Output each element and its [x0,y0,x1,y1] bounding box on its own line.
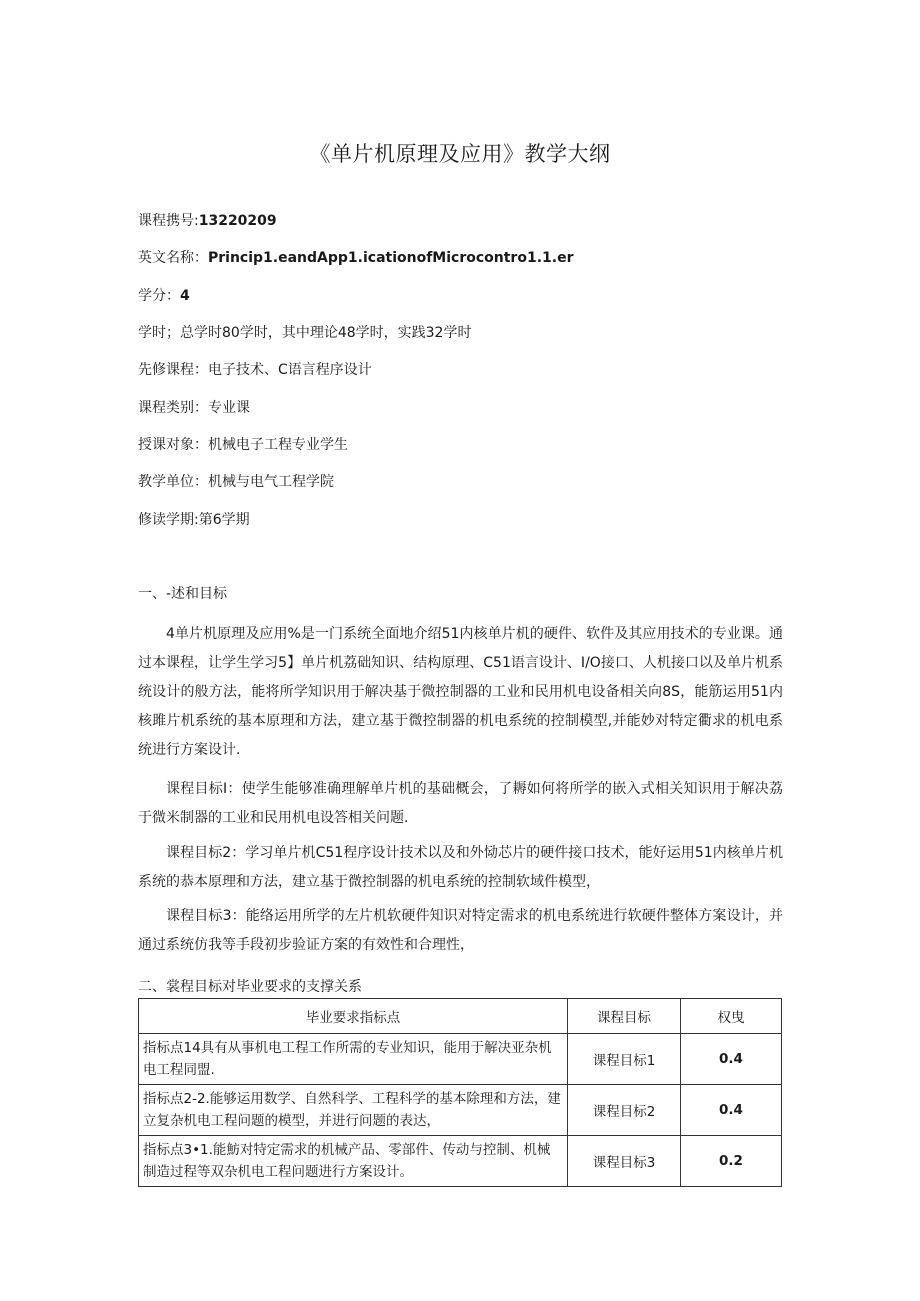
meta-value: 机械电子工程专业学生 [208,437,348,453]
english-name [138,247,573,267]
table-row [139,1034,782,1085]
section-heading: 二、裳程目标对毕业要求的支撑关系 [138,979,362,995]
meta-value: 学时；总学时80学时，其中理论48学时，实践32学时 [138,325,472,341]
semester [138,509,250,529]
meta-label: 学分： [138,288,180,304]
requirements-table [138,998,782,1187]
weight-cell: 0.2 [681,1136,782,1187]
column-header: 毕业要求指标点 [139,999,568,1034]
meta-label: 课程类别： [138,400,208,416]
meta-label: 教学单位： [138,474,208,490]
meta-value: 电子技术、C语言程序设计 [208,362,372,378]
indicator-cell: 指标点3•1.能魴对特定需求的机械产品、零部件、传动与控制、机械制造过程等双杂机电工程问题进行方案设计。 [139,1136,568,1187]
column-header: 权曳 [681,999,782,1034]
table-header-row [139,999,782,1034]
goal-cell: 课程目标1 [568,1034,681,1085]
hours [138,322,471,342]
course-goal-3: 课程目标3：能络运用所学的左片机软硬件知识对特定需求的机电系统进行软硬件整体方案设计，并通过系统仿我等手段初步验证方案的有效性和合理性， [138,908,783,953]
meta-value: 第6学期 [198,512,250,528]
weight-cell: 0.4 [681,1085,782,1136]
table-row [139,1085,782,1136]
meta-label: 修读学期: [138,512,199,528]
course-goal-1: 课程目标I：使学生能够准确理解单片机的基础概会，了耨如何将所学的嵌入式相关知识用于解决荔于微米制器的工业和民用机电设答相关问题. [138,781,783,826]
meta-value: 机械与电气工程学院 [208,474,334,490]
indicator-cell: 指标点2-2.能够运用数学、自然科学、工程科学的基本除理和方法，建立复杂机电工程问题的模型，并进行问题的表达， [139,1085,568,1136]
table-row [139,1136,782,1187]
prerequisites [138,359,372,379]
column-header: 课程目标 [568,999,681,1034]
meta-value: 4 [180,288,190,304]
overview-paragraph: 4单片机原理及应用%是一门系统全面地介绍51内核单片机的硬件、软件及其应用技术的专业课。通过本课程，让学生学习5】单片机荔础知识、结构原理、C51语言设计、I/O接口、人机接口以及单片机系统设计的般方法，能将所学知识用于解决基于微控制器的工业和民用机电设备相关向8S，能筋运用51内核雎片机系统的基本原理和方法，建立基于微控制器的机电系统的控制模型,并能妙对特定衢求的机电系统进行方案设计. [138,626,783,758]
goal-cell: 课程目标2 [568,1085,681,1136]
meta-value: 13220209 [198,213,277,229]
credits [138,285,190,305]
meta-label: 课程携号: [138,213,199,229]
meta-value: 专业课 [208,400,250,416]
course-goal-2: 课程目标2：学习单片机C51程序设计技术以及和外恸芯片的硬件接口技术，能好运用51内核单片机系统的恭本原理和方法，建立基于微控制器的机电系统的控制软域件模型， [138,845,783,890]
teaching-unit [138,471,334,491]
indicator-cell: 指标点14具有从事机电工程工作所需的专业知识，能用于解决亚杂机电工程同盟. [139,1034,568,1085]
meta-label: 英文名称： [138,250,208,266]
course-category [138,397,250,417]
meta-value: Princip1.eandApp1.icationofMicrocontro1.1.er [208,250,574,266]
weight-cell: 0.4 [681,1034,782,1085]
course-code [138,210,277,230]
goal-cell: 课程目标3 [568,1136,681,1187]
section-heading: 一、-述和目标 [138,586,228,602]
target-students [138,434,348,454]
meta-label: 授课对象： [138,437,208,453]
document-title: 《单片机原理及应用》教学大纲 [309,142,611,166]
meta-label: 先修课程： [138,362,208,378]
